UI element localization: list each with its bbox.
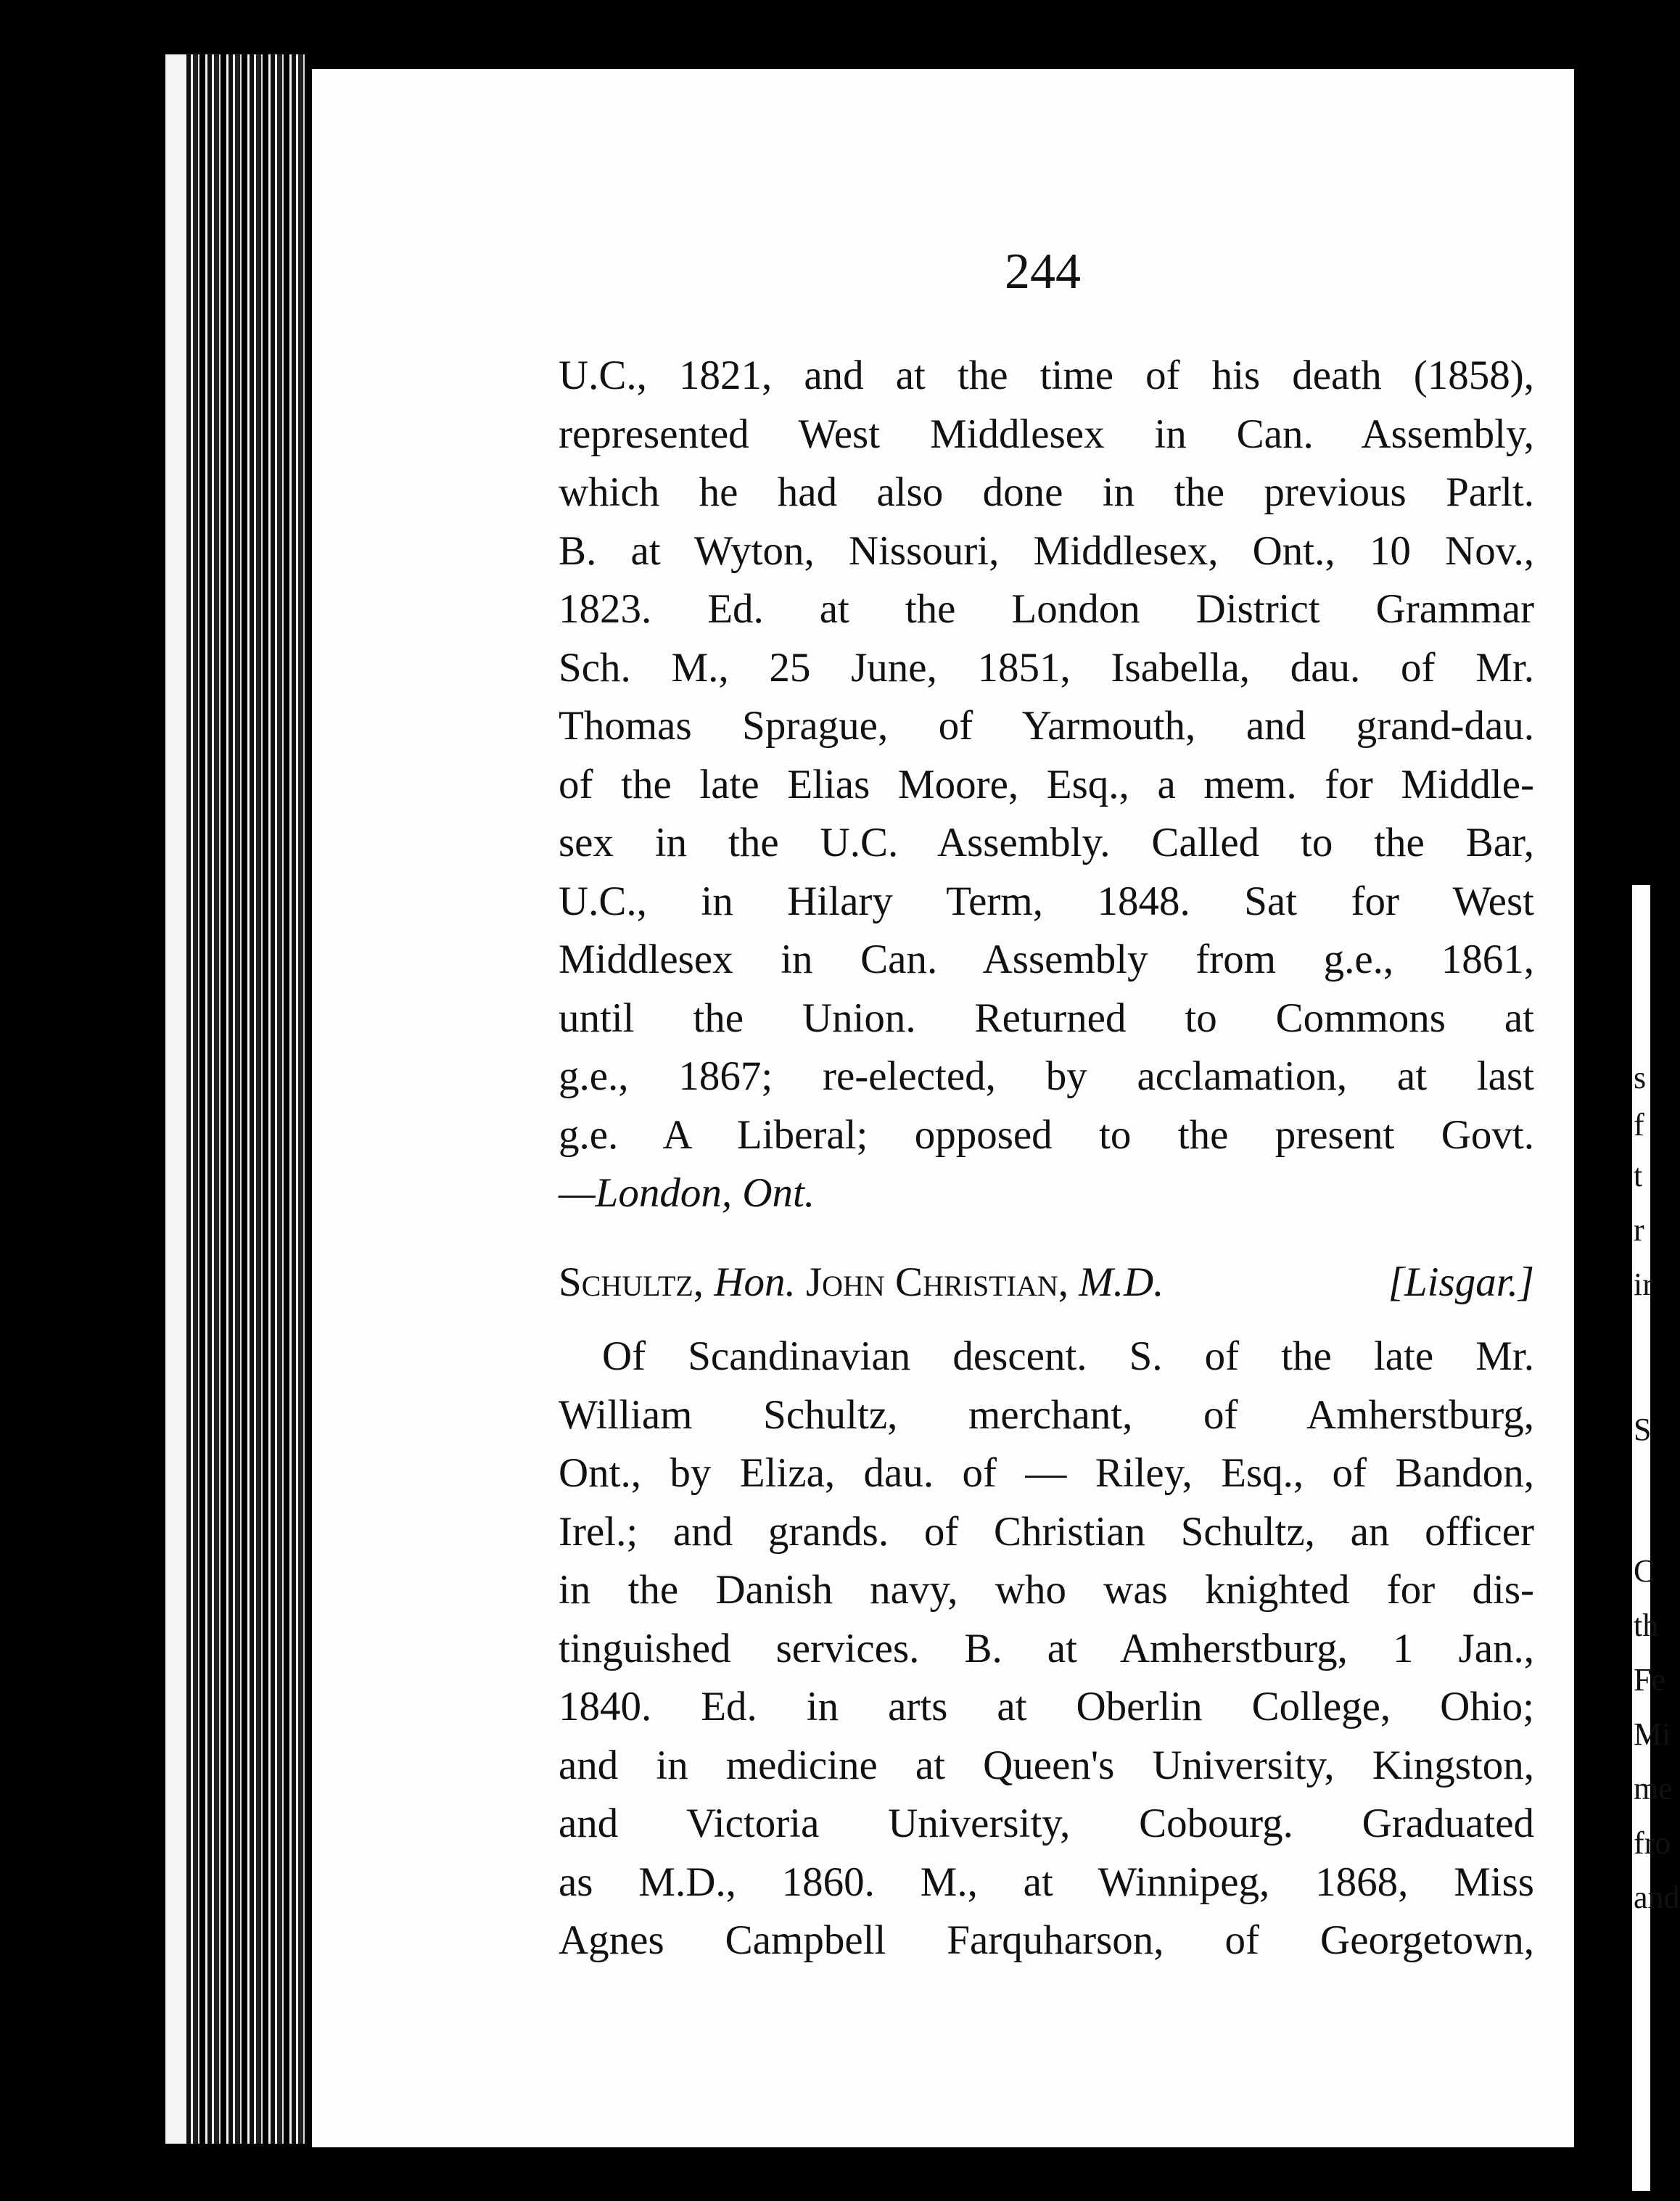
page-stack-edge [165, 54, 186, 2144]
text-line: and in medicine at Queen's University, Kingston, [559, 1742, 1534, 1788]
text-line: and Victoria University, Cobourg. Graduated [559, 1801, 1534, 1846]
entry-constituency: [Lisgar.] [1388, 1259, 1534, 1305]
text-line: as M.D., 1860. M., at Winnipeg, 1868, Miss [559, 1859, 1534, 1905]
entry-degree: M.D. [1079, 1259, 1164, 1305]
entry-body-text [559, 1328, 1534, 1970]
next-page-fragment: fro [1634, 1825, 1671, 1861]
text-line: Ont., by Eliza, dau. of — Riley, Esq., of Bandon, [559, 1450, 1534, 1496]
text-line: U.C., in Hilary Term, 1848. Sat for West [559, 878, 1534, 924]
text-line: g.e., 1867; re-elected, by acclamation, at last [559, 1053, 1534, 1099]
text-line: until the Union. Returned to Commons at [559, 995, 1534, 1041]
text-line: tinguished services. B. at Amherstburg, 1 Jan., [559, 1625, 1534, 1671]
next-page-fragment: f [1634, 1107, 1644, 1143]
entry-surname: Schultz, [559, 1259, 704, 1305]
entry-heading [559, 1259, 1534, 1306]
next-page-fragment: ir [1634, 1267, 1653, 1302]
next-page-fragment: s [1634, 1060, 1647, 1095]
text-line: Agnes Campbell Farquharson, of Georgetown, [559, 1917, 1534, 1963]
next-page-fragment: th [1634, 1608, 1659, 1643]
entry-continued-text [559, 347, 1534, 1223]
text-line: William Schultz, merchant, of Amherstburg, [559, 1391, 1534, 1438]
text-line: Thomas Sprague, of Yarmouth, and grand-dau. [559, 703, 1534, 749]
entry-honorific: Hon. [714, 1259, 796, 1305]
next-page-fragment: me [1634, 1771, 1673, 1806]
book-spine-edges [165, 54, 310, 2144]
next-page-fragment: C [1634, 1553, 1655, 1589]
text-line: Sch. M., 25 June, 1851, Isabella, dau. of Mr. [559, 644, 1534, 691]
text-line: in the Danish navy, who was knighted for dis- [559, 1567, 1534, 1613]
text-line: which he had also done in the previous Parlt. [559, 469, 1534, 515]
address-line: —London, Ont. [559, 1170, 815, 1216]
text-line: B. at Wyton, Nissouri, Middlesex, Ont., 10 Nov., [559, 527, 1534, 574]
next-page-fragment: Fe [1634, 1662, 1665, 1698]
entry-given-names: John Christian, [805, 1259, 1068, 1305]
text-line: Middlesex in Can. Assembly from g.e., 1861, [559, 937, 1534, 982]
next-page-fragment: and [1634, 1880, 1680, 1915]
page-number: 244 [1005, 244, 1081, 300]
text-line: Of Scandinavian descent. S. of the late Mr. [602, 1333, 1534, 1379]
next-page-fragment: t [1634, 1158, 1643, 1193]
text-line: represented West Middlesex in Can. Assembly, [559, 411, 1534, 457]
text-line: 1840. Ed. in arts at Oberlin College, Ohio; [559, 1684, 1534, 1729]
text-line: Irel.; and grands. of Christian Schultz, an officer [559, 1508, 1534, 1555]
text-line: g.e. A Liberal; opposed to the present Govt. [559, 1111, 1534, 1158]
next-page-fragment: Mi [1634, 1716, 1671, 1752]
next-page-fragment: r [1634, 1212, 1644, 1248]
text-line: U.C., 1821, and at the time of his death (1858), [559, 353, 1534, 398]
text-line: sex in the U.C. Assembly. Called to the Bar, [559, 820, 1534, 865]
next-page-fragment: S [1634, 1412, 1652, 1447]
text-line: 1823. Ed. at the London District Grammar [559, 586, 1534, 632]
text-line: of the late Elias Moore, Esq., a mem. for Middle- [559, 761, 1534, 807]
